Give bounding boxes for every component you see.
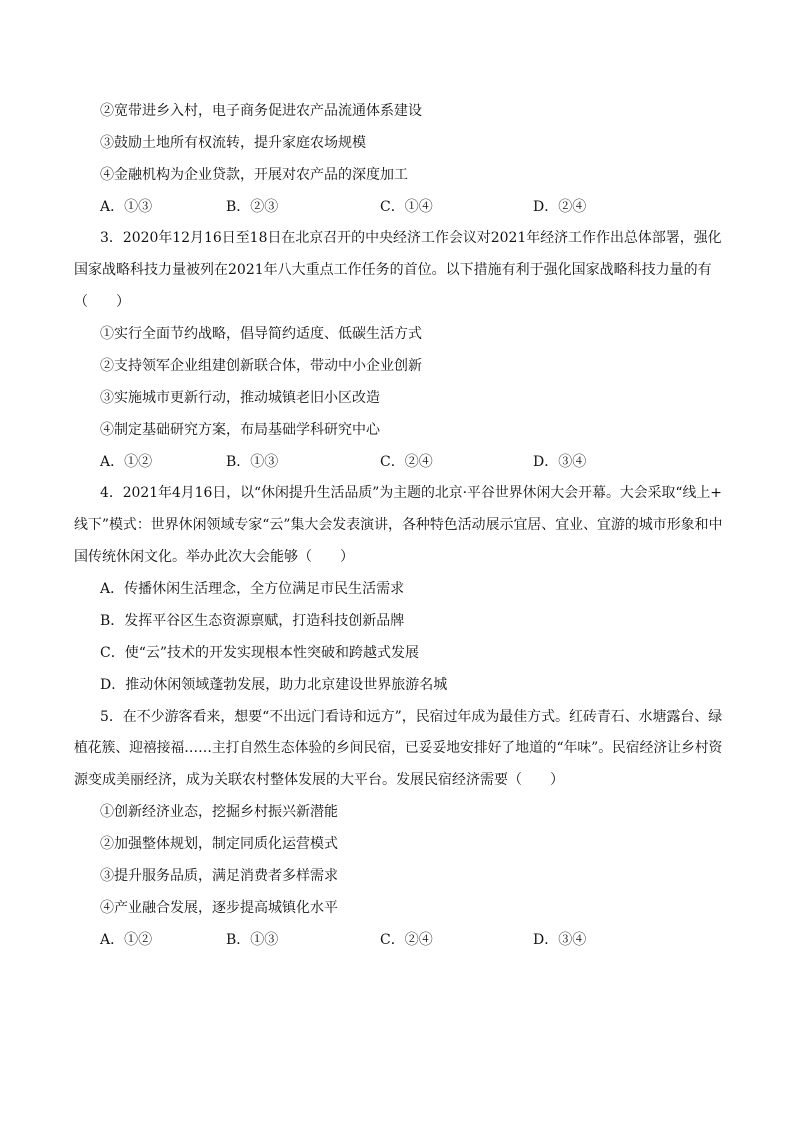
q4-option-d: D．推动休闲领域蓬勃发展，助力北京建设世界旅游名城 <box>100 677 448 693</box>
q3-choice-c: C．②④ <box>380 454 433 470</box>
q4-option-a: A．传播休闲生活理念，全方位满足市民生活需求 <box>100 581 405 597</box>
q3-stem-line-2: 国家战略科技力量被列在2021年八大重点工作任务的首位。以下措施有利于强化国家战略科技力量的有 <box>74 262 712 278</box>
q2-item-4: ④金融机构为企业贷款，开展对农产品的深度加工 <box>100 167 408 183</box>
q3-choice-b: B．①③ <box>226 454 279 470</box>
q5-item-4: ④产业融合发展，逐步提高城镇化水平 <box>100 900 338 916</box>
q5-choice-b: B．①③ <box>226 932 279 948</box>
q5-choice-c: C．②④ <box>380 932 433 948</box>
q2-item-2: ②宽带进乡入村，电子商务促进农产品流通体系建设 <box>100 103 422 119</box>
q2-choice-a: A．①③ <box>100 199 153 215</box>
q3-item-4: ④制定基础研究方案，布局基础学科研究中心 <box>100 422 380 438</box>
q3-stem-line-1: 3．2020年12月16日至18日在北京召开的中央经济工作会议对2021年经济工作作出总体部署，强化 <box>100 230 722 246</box>
q5-choice-a: A．①② <box>100 932 153 948</box>
q3-choice-d: D．③④ <box>533 454 587 470</box>
q5-item-3: ③提升服务品质，满足消费者多样需求 <box>100 868 338 884</box>
q4-stem-line-1: 4．2021年4月16日，以“休闲提升生活品质”为主题的北京·平谷世界休闲大会开幕。大会采取“线上+ <box>100 485 722 501</box>
q5-choices <box>100 930 720 950</box>
q3-stem-line-3: （ ） <box>74 294 130 310</box>
q4-option-b: B．发挥平谷区生态资源禀赋，打造科技创新品牌 <box>100 613 405 629</box>
q3-choice-a: A．①② <box>100 454 153 470</box>
q5-item-2: ②加强整体规划，制定同质化运营模式 <box>100 836 338 852</box>
q5-stem-line-3: 源变成美丽经济，成为关联农村整体发展的大平台。发展民宿经济需要（ ） <box>74 772 564 788</box>
q3-item-1: ①实行全面节约战略，倡导简约适度、低碳生活方式 <box>100 326 422 342</box>
q5-stem-line-1: 5．在不少游客看来，想要“不出远门看诗和远方”，民宿过年成为最佳方式。红砖青石、水塘露台、绿 <box>100 709 723 725</box>
q3-item-2: ②支持领军企业组建创新联合体，带动中小企业创新 <box>100 358 422 374</box>
q2-item-3: ③鼓励土地所有权流转，提升家庭农场规模 <box>100 135 366 151</box>
q2-choice-b: B．②③ <box>226 199 279 215</box>
q3-item-3: ③实施城市更新行动，推动城镇老旧小区改造 <box>100 390 380 406</box>
q4-stem-line-3: 国传统休闲文化。举办此次大会能够（ ） <box>74 549 354 565</box>
q2-choice-d: D．②④ <box>533 199 587 215</box>
q4-stem-line-2: 线下”模式：世界休闲领域专家“云”集大会发表演讲，各种特色活动展示宜居、宜业、宜游的城市形象和中 <box>74 517 723 533</box>
q5-stem-line-2: 植花簇、迎禧接福……主打自然生态体验的乡间民宿，已妥妥地安排好了地道的“年味”。民宿经济让乡村资 <box>74 740 723 756</box>
q5-item-1: ①创新经济业态，挖掘乡村振兴新潜能 <box>100 804 338 820</box>
q5-choice-d: D．③④ <box>533 932 587 948</box>
q4-option-c: C．使“云”技术的开发实现根本性突破和跨越式发展 <box>100 645 420 661</box>
q3-choices <box>100 452 720 472</box>
q2-choices <box>100 197 720 217</box>
q2-choice-c: C．①④ <box>380 199 433 215</box>
